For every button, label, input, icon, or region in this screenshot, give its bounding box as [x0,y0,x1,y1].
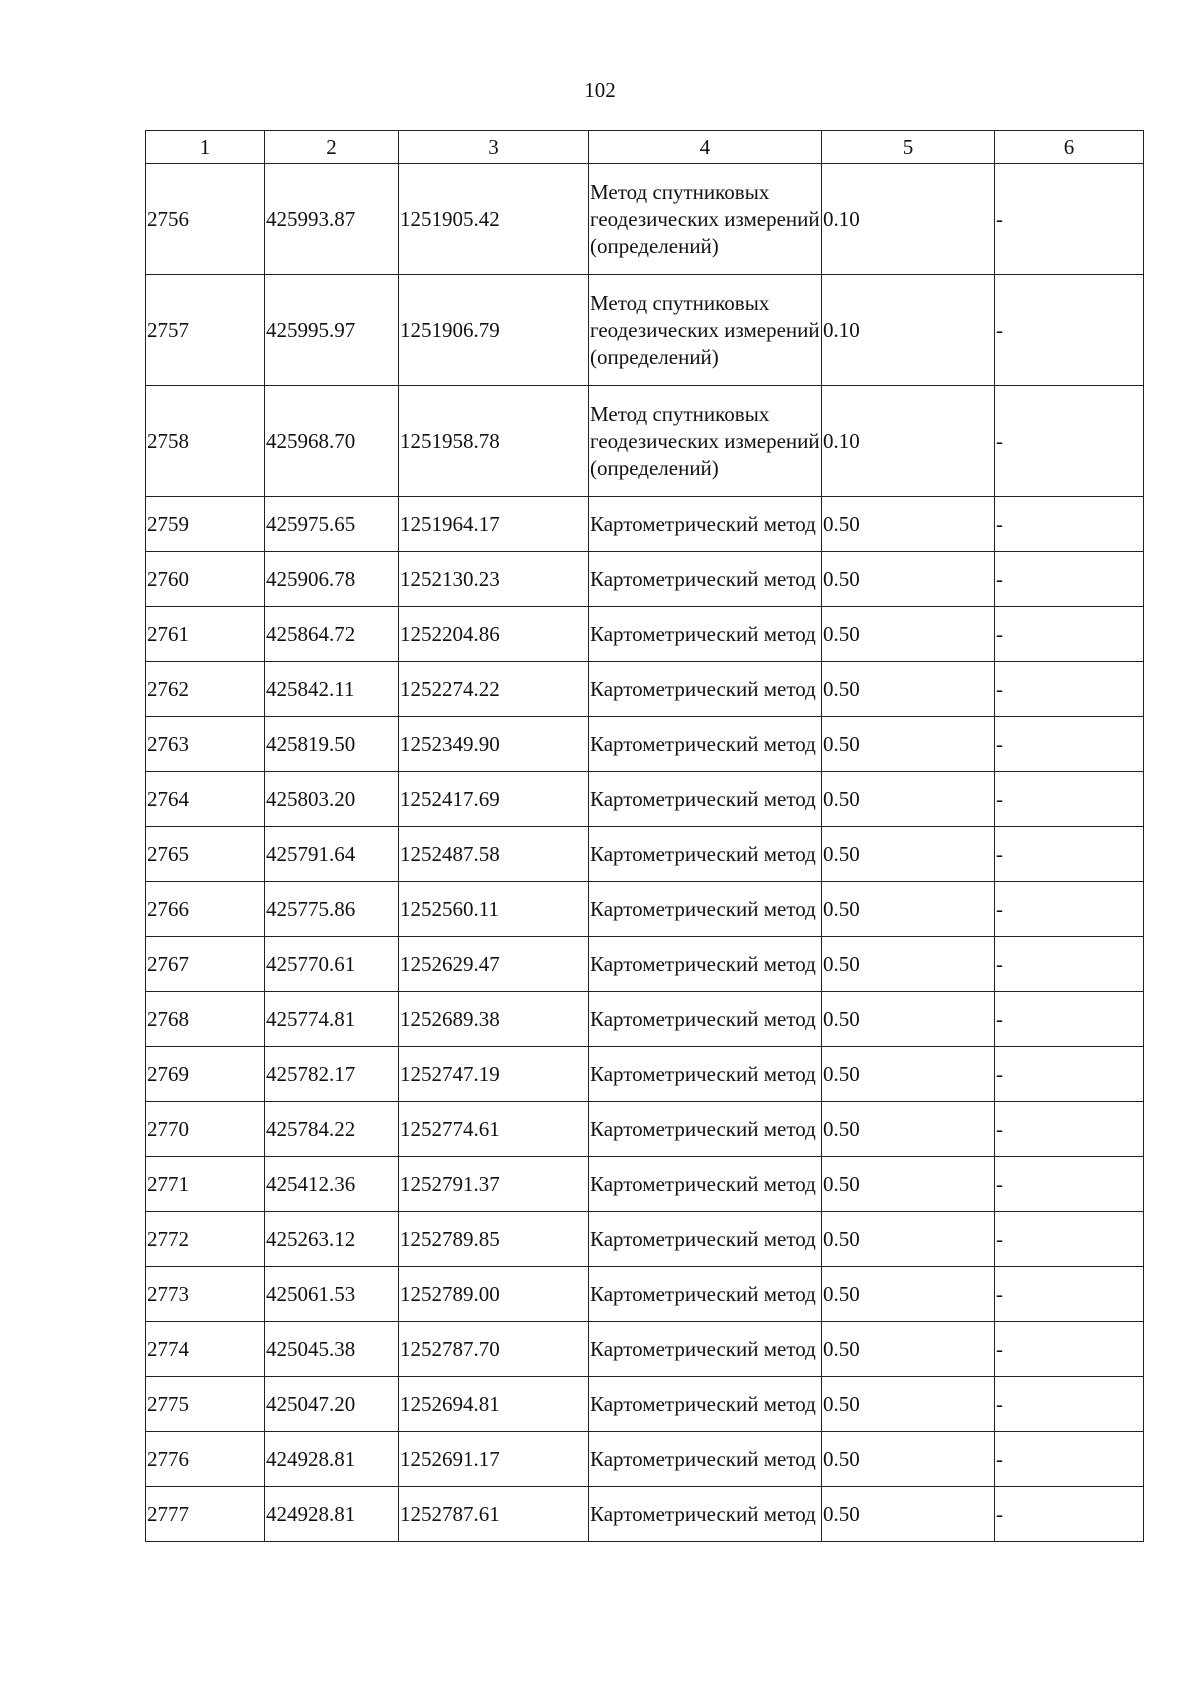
y-coordinate-cell: 1252787.70 [399,1322,589,1377]
table-row [146,937,1144,992]
accuracy-cell: 0.50 [822,552,995,607]
table-header [146,131,1144,164]
note-cell: - [995,386,1144,497]
note-cell: - [995,1102,1144,1157]
table-row [146,607,1144,662]
table-row [146,164,1144,275]
method-cell: Метод спутниковых геодезических измерений (определений) [589,164,822,275]
accuracy-cell: 0.50 [822,1377,995,1432]
accuracy-cell: 0.50 [822,772,995,827]
method-cell: Картометрический метод [589,552,822,607]
point-number-cell: 2774 [146,1322,265,1377]
accuracy-cell: 0.50 [822,1212,995,1267]
method-cell: Картометрический метод [589,1487,822,1542]
y-coordinate-cell: 1252694.81 [399,1377,589,1432]
point-number-cell: 2767 [146,937,265,992]
y-coordinate-cell: 1251906.79 [399,275,589,386]
point-number-cell: 2766 [146,882,265,937]
note-cell: - [995,275,1144,386]
accuracy-cell: 0.50 [822,1157,995,1212]
method-cell: Картометрический метод [589,662,822,717]
point-number-cell: 2763 [146,717,265,772]
table-row [146,1377,1144,1432]
accuracy-cell: 0.10 [822,164,995,275]
column-header-5: 5 [822,131,995,164]
accuracy-cell: 0.50 [822,1267,995,1322]
accuracy-cell: 0.50 [822,1432,995,1487]
point-number-cell: 2768 [146,992,265,1047]
note-cell: - [995,662,1144,717]
method-cell: Метод спутниковых геодезических измерений (определений) [589,386,822,497]
note-cell: - [995,1322,1144,1377]
table-row [146,662,1144,717]
note-cell: - [995,164,1144,275]
method-cell: Картометрический метод [589,992,822,1047]
note-cell: - [995,937,1144,992]
accuracy-cell: 0.50 [822,827,995,882]
table-row [146,772,1144,827]
x-coordinate-cell: 425263.12 [265,1212,399,1267]
point-number-cell: 2762 [146,662,265,717]
note-cell: - [995,552,1144,607]
y-coordinate-cell: 1251905.42 [399,164,589,275]
note-cell: - [995,992,1144,1047]
x-coordinate-cell: 425782.17 [265,1047,399,1102]
y-coordinate-cell: 1252274.22 [399,662,589,717]
method-cell: Картометрический метод [589,1267,822,1322]
x-coordinate-cell: 425842.11 [265,662,399,717]
note-cell: - [995,1212,1144,1267]
note-cell: - [995,882,1144,937]
note-cell: - [995,497,1144,552]
note-cell: - [995,1267,1144,1322]
y-coordinate-cell: 1252130.23 [399,552,589,607]
x-coordinate-cell: 425864.72 [265,607,399,662]
y-coordinate-cell: 1252774.61 [399,1102,589,1157]
point-number-cell: 2777 [146,1487,265,1542]
x-coordinate-cell: 425993.87 [265,164,399,275]
column-header-4: 4 [589,131,822,164]
table-row [146,1102,1144,1157]
method-cell: Картометрический метод [589,607,822,662]
table-row [146,1157,1144,1212]
method-cell: Картометрический метод [589,827,822,882]
y-coordinate-cell: 1252417.69 [399,772,589,827]
x-coordinate-cell: 425412.36 [265,1157,399,1212]
point-number-cell: 2770 [146,1102,265,1157]
x-coordinate-cell: 425047.20 [265,1377,399,1432]
column-header-1: 1 [146,131,265,164]
x-coordinate-cell: 425791.64 [265,827,399,882]
point-number-cell: 2769 [146,1047,265,1102]
note-cell: - [995,717,1144,772]
x-coordinate-cell: 425775.86 [265,882,399,937]
method-cell: Картометрический метод [589,1102,822,1157]
x-coordinate-cell: 424928.81 [265,1432,399,1487]
point-number-cell: 2775 [146,1377,265,1432]
table-row [146,1432,1144,1487]
note-cell: - [995,1157,1144,1212]
point-number-cell: 2759 [146,497,265,552]
accuracy-cell: 0.50 [822,607,995,662]
note-cell: - [995,772,1144,827]
point-number-cell: 2773 [146,1267,265,1322]
y-coordinate-cell: 1252487.58 [399,827,589,882]
y-coordinate-cell: 1252789.00 [399,1267,589,1322]
method-cell: Картометрический метод [589,717,822,772]
note-cell: - [995,607,1144,662]
column-header-6: 6 [995,131,1144,164]
method-cell: Картометрический метод [589,1377,822,1432]
table-row [146,1047,1144,1102]
method-cell: Картометрический метод [589,772,822,827]
note-cell: - [995,1047,1144,1102]
table-row [146,882,1144,937]
table-row [146,497,1144,552]
table-row [146,552,1144,607]
accuracy-cell: 0.50 [822,1322,995,1377]
point-number-cell: 2771 [146,1157,265,1212]
table-row [146,717,1144,772]
method-cell: Картометрический метод [589,1157,822,1212]
y-coordinate-cell: 1252349.90 [399,717,589,772]
point-number-cell: 2772 [146,1212,265,1267]
accuracy-cell: 0.50 [822,1047,995,1102]
y-coordinate-cell: 1252689.38 [399,992,589,1047]
table-row [146,1267,1144,1322]
x-coordinate-cell: 425045.38 [265,1322,399,1377]
table-row [146,386,1144,497]
table-row [146,992,1144,1047]
y-coordinate-cell: 1252691.17 [399,1432,589,1487]
y-coordinate-cell: 1252789.85 [399,1212,589,1267]
table-row [146,1322,1144,1377]
point-number-cell: 2756 [146,164,265,275]
header-row [146,131,1144,164]
accuracy-cell: 0.50 [822,882,995,937]
x-coordinate-cell: 425061.53 [265,1267,399,1322]
column-header-2: 2 [265,131,399,164]
accuracy-cell: 0.50 [822,1102,995,1157]
method-cell: Картометрический метод [589,1322,822,1377]
y-coordinate-cell: 1251958.78 [399,386,589,497]
x-coordinate-cell: 425968.70 [265,386,399,497]
x-coordinate-cell: 425906.78 [265,552,399,607]
x-coordinate-cell: 425784.22 [265,1102,399,1157]
table-row [146,275,1144,386]
method-cell: Картометрический метод [589,882,822,937]
point-number-cell: 2764 [146,772,265,827]
column-header-3: 3 [399,131,589,164]
method-cell: Картометрический метод [589,1212,822,1267]
method-cell: Метод спутниковых геодезических измерений (определений) [589,275,822,386]
method-cell: Картометрический метод [589,497,822,552]
method-cell: Картометрический метод [589,1047,822,1102]
note-cell: - [995,1432,1144,1487]
y-coordinate-cell: 1252791.37 [399,1157,589,1212]
x-coordinate-cell: 425774.81 [265,992,399,1047]
point-number-cell: 2761 [146,607,265,662]
point-number-cell: 2760 [146,552,265,607]
table-row [146,1487,1144,1542]
coordinates-table [145,130,1144,1542]
point-number-cell: 2757 [146,275,265,386]
x-coordinate-cell: 425770.61 [265,937,399,992]
note-cell: - [995,1377,1144,1432]
point-number-cell: 2765 [146,827,265,882]
accuracy-cell: 0.50 [822,662,995,717]
y-coordinate-cell: 1252629.47 [399,937,589,992]
accuracy-cell: 0.50 [822,937,995,992]
table-row [146,1212,1144,1267]
x-coordinate-cell: 425803.20 [265,772,399,827]
point-number-cell: 2758 [146,386,265,497]
point-number-cell: 2776 [146,1432,265,1487]
accuracy-cell: 0.50 [822,1487,995,1542]
x-coordinate-cell: 424928.81 [265,1487,399,1542]
note-cell: - [995,827,1144,882]
y-coordinate-cell: 1252787.61 [399,1487,589,1542]
accuracy-cell: 0.10 [822,386,995,497]
accuracy-cell: 0.50 [822,992,995,1047]
accuracy-cell: 0.50 [822,497,995,552]
page-number: 102 [584,78,616,102]
y-coordinate-cell: 1252560.11 [399,882,589,937]
y-coordinate-cell: 1251964.17 [399,497,589,552]
method-cell: Картометрический метод [589,1432,822,1487]
accuracy-cell: 0.50 [822,717,995,772]
accuracy-cell: 0.10 [822,275,995,386]
y-coordinate-cell: 1252747.19 [399,1047,589,1102]
table-row [146,827,1144,882]
note-cell: - [995,1487,1144,1542]
method-cell: Картометрический метод [589,937,822,992]
table-body [146,164,1144,1542]
y-coordinate-cell: 1252204.86 [399,607,589,662]
x-coordinate-cell: 425819.50 [265,717,399,772]
x-coordinate-cell: 425975.65 [265,497,399,552]
x-coordinate-cell: 425995.97 [265,275,399,386]
